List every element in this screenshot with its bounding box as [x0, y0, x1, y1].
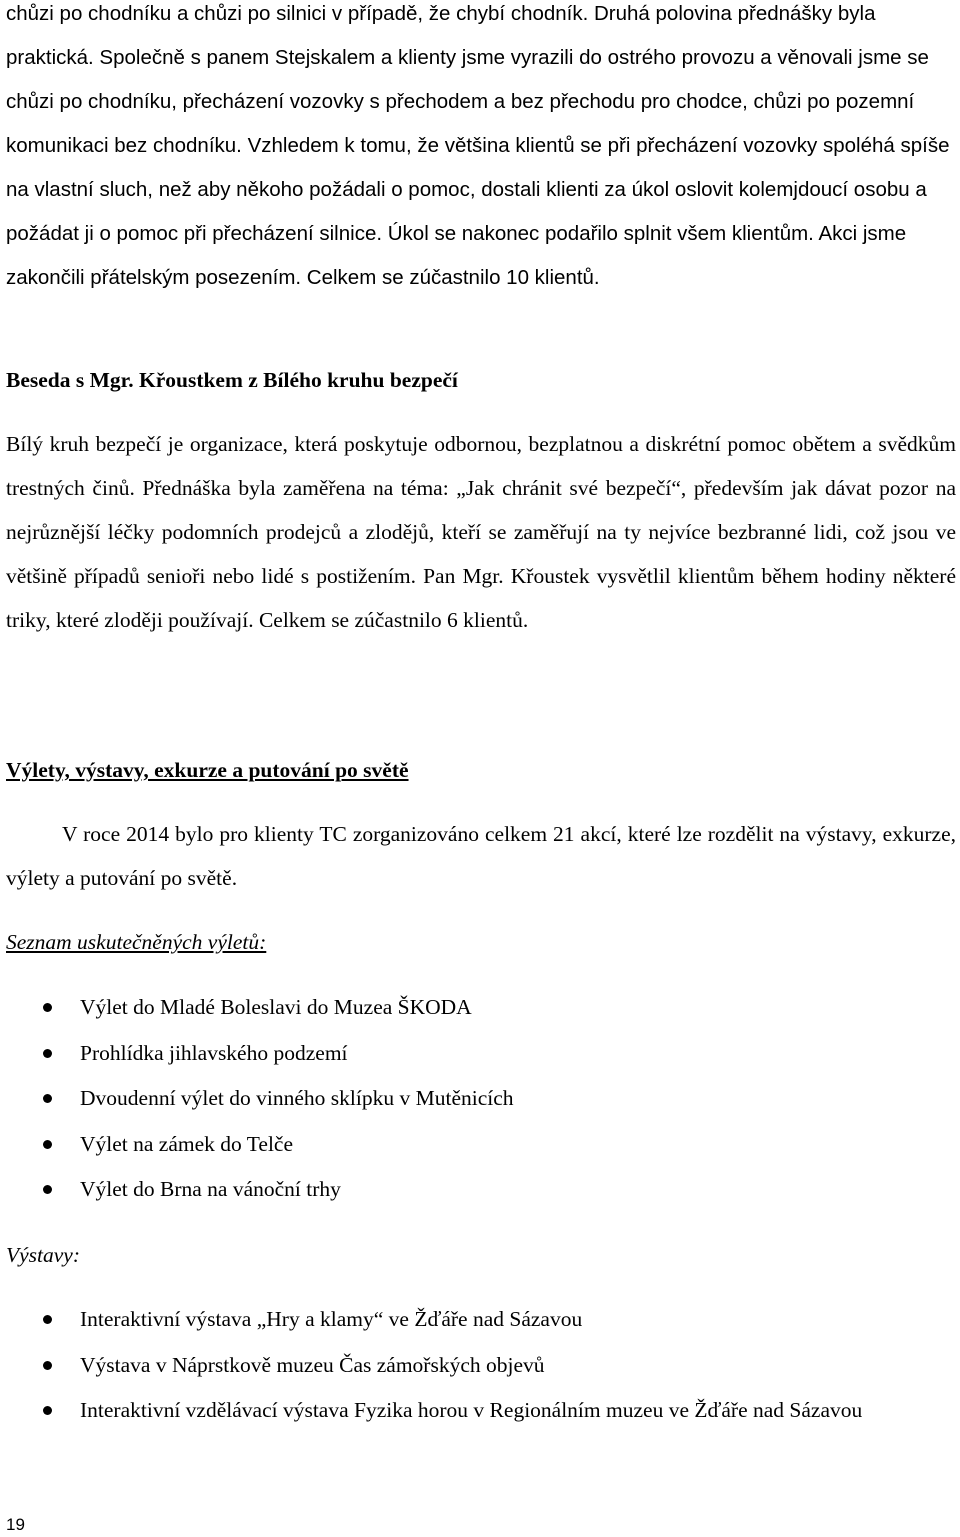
list-item-text: Výlet do Mladé Boleslavi do Muzea ŠKODA [80, 995, 472, 1019]
bullet-icon [43, 1361, 52, 1370]
page-number: 19 [6, 1515, 25, 1534]
bullet-icon [43, 1094, 52, 1103]
trips-section-heading: Výlety, výstavy, exkurze a putování po světě [6, 758, 409, 782]
list-item [6, 1388, 956, 1434]
bullet-icon [43, 1406, 52, 1415]
bullet-icon [43, 1140, 52, 1149]
trips-list-heading: Seznam uskutečněných výletů: [6, 930, 267, 954]
trips-section-intro: V roce 2014 bylo pro klienty TC zorganizováno celkem 21 akcí, které lze rozdělit na výstavy, exkurze, výlety a putování po světě. [6, 822, 956, 890]
bullet-icon [43, 1315, 52, 1324]
list-item [6, 985, 956, 1031]
beseda-heading: Beseda s Mgr. Křoustkem z Bílého kruhu bezpečí [6, 368, 458, 392]
list-item-text: Výstava v Náprstkově muzeu Čas zámořských objevů [80, 1352, 545, 1377]
list-item [6, 1297, 956, 1343]
exhibitions-heading: Výstavy: [6, 1243, 81, 1267]
list-item-text: Výlet na zámek do Telče [80, 1131, 294, 1156]
list-item [6, 1167, 956, 1213]
bullet-icon [43, 1049, 52, 1058]
beseda-paragraph: Bílý kruh bezpečí je organizace, která poskytuje odbornou, bezplatnou a diskrétní pomoc obětem a svědkům trestných činů. Přednáška byla zaměřena na téma: „Jak chránit své bezpečí“, především jak dávat pozor na nejrůznější léčky podomních prodejců a zlodějů, kteří se zaměřují na ty nejvíce bezbranné lidi, což jsou ve většině případů senioři nebo lidé s postižením. Pan Mgr. Křoustek vysvětlil klientům během hodiny některé triky, které zloději používají. Celkem se zúčastnilo 6 klientů. [6, 432, 956, 632]
list-item-text: Výlet do Brna na vánoční trhy [80, 1177, 341, 1201]
list-item-text: Prohlídka jihlavského podzemí [80, 1040, 348, 1065]
list-item [6, 1122, 956, 1168]
list-item-text: Interaktivní vzdělávací výstava Fyzika horou v Regionálním muzeu ve Žďáře nad Sázavou [80, 1398, 863, 1422]
list-item [6, 1031, 956, 1077]
bullet-icon [43, 1185, 52, 1194]
trips-list [6, 985, 956, 1213]
list-item-text: Interaktivní výstava „Hry a klamy“ ve Žďáře nad Sázavou [80, 1307, 583, 1331]
list-item [6, 1076, 956, 1122]
exhibitions-list [6, 1297, 956, 1434]
list-item-text: Dvoudenní výlet do vinného sklípku v Mutěnicích [80, 1086, 514, 1110]
list-item [6, 1343, 956, 1389]
paragraph-traffic-lecture: chůzi po chodníku a chůzi po silnici v případě, že chybí chodník. Druhá polovina přednášky byla praktická. Společně s panem Stejskalem a klienty jsme vyrazili do ostrého provozu a věnovali jsme se chůzi po chodníku, přecházení vozovky s přechodem a bez přechodu pro chodce, chůzi po pozemní komunikaci bez chodníku. Vzhledem k tomu, že většina klientů se při přecházení vozovky spoléhá spíše na vlastní sluch, než aby někoho požádali o pomoc, dostali klienti za úkol oslovit kolemjdoucí osobu a požádat ji o pomoc při přecházení silnice. Úkol se nakonec podařilo splnit všem klientům. Akci jsme zakončili přátelským posezením. Celkem se zúčastnilo 10 klientů. [6, 2, 950, 289]
bullet-icon [43, 1003, 52, 1012]
